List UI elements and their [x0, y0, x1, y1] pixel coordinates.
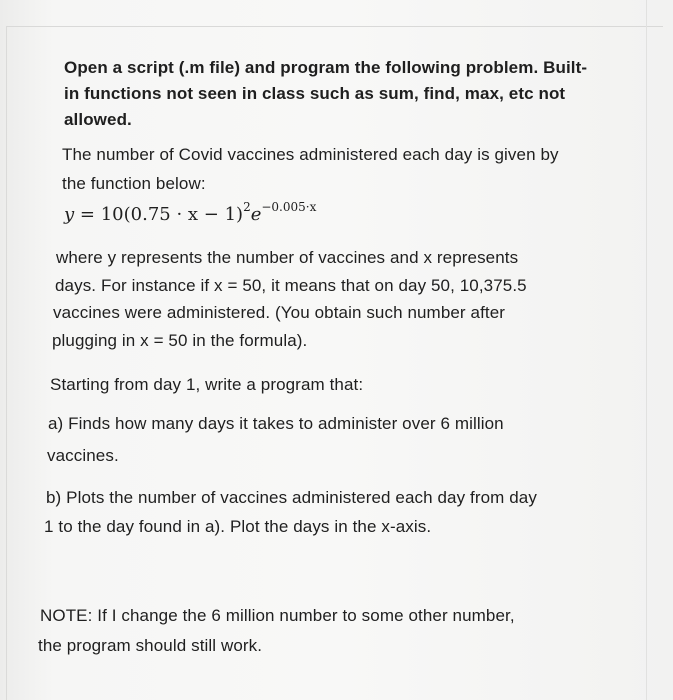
- instructions-line-2: in functions not seen in class such as sum, find, max, etc not: [64, 84, 566, 103]
- part-a-line-2: vaccines.: [47, 446, 119, 465]
- frame-left-border: [6, 26, 7, 700]
- formula-exponent: −0.005·x: [261, 200, 317, 214]
- formula-square: 2: [243, 200, 251, 214]
- frame-top-border: [6, 26, 663, 27]
- vaccine-formula: [64, 200, 317, 226]
- instructions-line-3: allowed.: [64, 110, 132, 129]
- note-line-1: NOTE: If I change the 6 million number to some other number,: [40, 606, 515, 625]
- note-line-2: the program should still work.: [38, 636, 263, 655]
- part-b-line-1: b) Plots the number of vaccines administered each day from day: [46, 488, 537, 507]
- explanation-line-3: vaccines were administered. (You obtain such number after: [53, 303, 506, 322]
- explanation-line-4: plugging in x = 50 in the formula).: [52, 331, 308, 350]
- explanation-line-2: days. For instance if x = 50, it means that on day 50, 10,375.5: [55, 276, 527, 295]
- part-b-line-2: 1 to the day found in a). Plot the days in the x-axis.: [44, 517, 432, 536]
- intro-line-2: the function below:: [62, 174, 206, 193]
- frame-right-border: [646, 0, 647, 700]
- formula-body: 10(0.75 · x − 1): [100, 204, 244, 225]
- intro-line-1: The number of Covid vaccines administered each day is given by: [62, 145, 559, 164]
- formula-equals: =: [79, 204, 95, 225]
- formula-base: e: [250, 204, 262, 225]
- instructions-line-1: Open a script (.m file) and program the following problem. Built-: [64, 58, 588, 77]
- explanation-line-1: where y represents the number of vaccines and x represents: [56, 248, 519, 267]
- start-line: Starting from day 1, write a program that:: [50, 375, 364, 394]
- formula-lhs: y: [64, 204, 75, 225]
- part-a-line-1: a) Finds how many days it takes to administer over 6 million: [48, 414, 504, 433]
